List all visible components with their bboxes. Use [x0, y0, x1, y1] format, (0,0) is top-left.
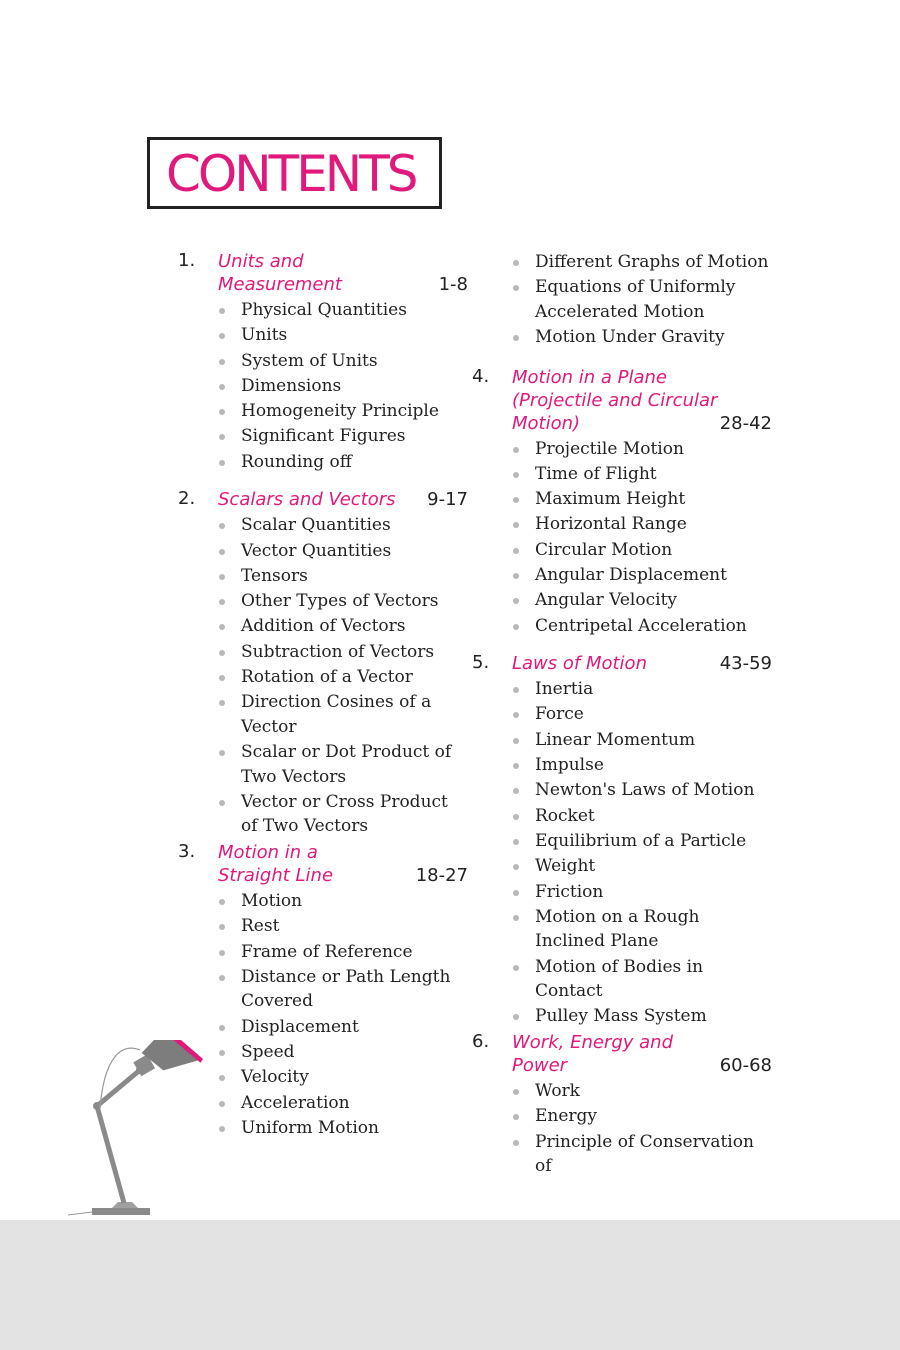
- chapter-number: 1.: [178, 250, 196, 271]
- topic-label: Homogeneity Principle: [241, 401, 439, 422]
- chapter-title-line: Measurement: [218, 274, 342, 295]
- chapter-title-line: Work, Energy and: [512, 1031, 673, 1053]
- chapter-heading: [472, 366, 772, 435]
- bullet-icon: [513, 497, 519, 503]
- chapter-entry: [472, 366, 772, 639]
- bullet-icon: [219, 333, 225, 339]
- bullet-icon: [219, 1050, 225, 1056]
- topic-item: [178, 513, 468, 538]
- topic-label: Distance or Path Length Covered: [241, 966, 451, 1012]
- topic-item: [472, 677, 772, 702]
- chapter-number: 5.: [472, 652, 490, 674]
- chapter-heading: [472, 652, 772, 675]
- bullet-icon: [513, 260, 519, 266]
- topic-label: Equations of Uniformly Accelerated Motion: [535, 277, 736, 322]
- bullet-icon: [219, 675, 225, 681]
- bullet-icon: [513, 1089, 519, 1095]
- topic-label: Motion on a Rough Inclined Plane: [535, 906, 700, 952]
- chapter-page-range: 1-8: [438, 274, 468, 295]
- bullet-icon: [513, 598, 519, 604]
- topic-item: [178, 790, 468, 839]
- topic-item: [472, 905, 772, 954]
- chapter-number: 4.: [472, 365, 490, 387]
- topic-item: [178, 399, 468, 424]
- topic-item: [178, 349, 468, 374]
- chapter-title-line: Scalars and Vectors: [218, 489, 396, 511]
- topic-list: [178, 298, 468, 474]
- topic-label: Impulse: [535, 755, 604, 776]
- chapter-entry: [178, 488, 468, 839]
- topic-label: Scalar Quantities: [241, 515, 391, 536]
- topic-item: [178, 374, 468, 399]
- bullet-icon: [513, 573, 519, 579]
- desk-lamp-illustration: [60, 1040, 210, 1220]
- bullet-icon: [219, 460, 225, 466]
- footer-band: [0, 1220, 900, 1350]
- chapter-title[interactable]: [218, 250, 468, 296]
- chapter-number: 3.: [178, 840, 196, 862]
- topic-item: [472, 1004, 772, 1029]
- topic-item: [178, 1040, 468, 1065]
- right-column: [472, 250, 772, 1179]
- topic-item: [472, 487, 772, 512]
- topic-item: [472, 804, 772, 829]
- bullet-icon: [513, 1014, 519, 1020]
- topic-label: Displacement: [241, 1016, 359, 1037]
- topic-label: Linear Momentum: [535, 729, 696, 750]
- topic-label: Frame of Reference: [241, 941, 413, 962]
- topic-label: Equilibrium of a Particle: [535, 830, 747, 851]
- bullet-icon: [219, 409, 225, 415]
- bullet-icon: [219, 434, 225, 440]
- topic-label: Units: [241, 325, 288, 346]
- topic-item: [472, 880, 772, 905]
- bullet-icon: [513, 890, 519, 896]
- topic-label: Rest: [241, 916, 280, 937]
- chapter-entry: [178, 250, 468, 474]
- topic-item: [472, 563, 772, 588]
- topic-label: Newton's Laws of Motion: [535, 780, 755, 801]
- chapter-number: 2.: [178, 488, 196, 510]
- bullet-icon: [513, 472, 519, 478]
- bullet-icon: [219, 624, 225, 630]
- topic-item: [178, 1015, 468, 1040]
- topic-label: Uniform Motion: [241, 1117, 379, 1138]
- topic-item: [178, 665, 468, 690]
- topic-label: Maximum Height: [535, 489, 686, 510]
- topic-label: Significant Figures: [241, 426, 406, 447]
- bullet-icon: [219, 924, 225, 930]
- bullet-icon: [513, 712, 519, 718]
- topic-item: [472, 512, 772, 537]
- topic-label: Circular Motion: [535, 539, 673, 560]
- topic-item: [178, 424, 468, 449]
- topic-item: [472, 1104, 772, 1129]
- bullet-icon: [513, 1140, 519, 1146]
- topic-item: [472, 462, 772, 487]
- chapter-page-range: 9-17: [427, 489, 468, 511]
- bullet-icon: [219, 308, 225, 314]
- topic-label: Force: [535, 704, 584, 725]
- topic-item: [178, 298, 468, 323]
- bullet-icon: [219, 523, 225, 529]
- topic-label: Speed: [241, 1041, 295, 1062]
- chapter-heading: [178, 841, 468, 887]
- bullet-icon: [219, 899, 225, 905]
- topic-item: [472, 250, 772, 275]
- bullet-icon: [513, 447, 519, 453]
- topic-label: Dimensions: [241, 375, 342, 396]
- bullet-icon: [513, 624, 519, 630]
- bullet-icon: [513, 814, 519, 820]
- bullet-icon: [513, 285, 519, 291]
- chapter-number: 6.: [472, 1030, 490, 1052]
- bullet-icon: [219, 599, 225, 605]
- topic-item: [472, 275, 772, 324]
- topic-list: [472, 437, 772, 639]
- topic-label: Projectile Motion: [535, 438, 684, 459]
- topic-item: [472, 829, 772, 854]
- bullet-icon: [219, 384, 225, 390]
- topic-label: Motion of Bodies in Contact: [535, 956, 704, 1002]
- bullet-icon: [219, 800, 225, 806]
- bullet-icon: [513, 763, 519, 769]
- topic-label: Horizontal Range: [535, 514, 687, 535]
- topic-item: [472, 538, 772, 563]
- topic-label: Subtraction of Vectors: [241, 641, 435, 662]
- bullet-icon: [513, 687, 519, 693]
- topic-item: [178, 940, 468, 965]
- left-column: [178, 250, 468, 1141]
- chapter-heading: [178, 488, 468, 511]
- topic-label: Rounding off: [241, 451, 352, 472]
- bullet-icon: [219, 359, 225, 365]
- topic-item: [178, 740, 468, 789]
- topic-label: Rotation of a Vector: [241, 667, 413, 688]
- topic-label: Friction: [535, 881, 604, 902]
- topic-item: [472, 614, 772, 639]
- chapter-page-range: 43-59: [719, 653, 772, 675]
- bullet-icon: [219, 975, 225, 981]
- topic-item: [178, 640, 468, 665]
- bullet-icon: [513, 864, 519, 870]
- bullet-icon: [513, 738, 519, 744]
- topic-item: [472, 1130, 772, 1179]
- topic-item: [472, 955, 772, 1004]
- topic-item: [178, 450, 468, 475]
- chapter-entry: [472, 1031, 772, 1179]
- topic-item: [178, 539, 468, 564]
- chapter-page-range: 60-68: [719, 1054, 772, 1076]
- topic-item: [178, 614, 468, 639]
- topic-item: [178, 564, 468, 589]
- bullet-icon: [219, 574, 225, 580]
- topic-item: [472, 728, 772, 753]
- topic-item: [472, 778, 772, 803]
- bullet-icon: [219, 1101, 225, 1107]
- topic-label: Angular Displacement: [535, 565, 727, 586]
- chapter-title-line: Motion in a: [218, 841, 318, 863]
- topic-item: [178, 1091, 468, 1116]
- topic-item: [472, 702, 772, 727]
- chapter-page-range: 28-42: [719, 412, 772, 434]
- bullet-icon: [219, 650, 225, 656]
- bullet-icon: [513, 788, 519, 794]
- topic-label: Acceleration: [241, 1092, 350, 1113]
- topic-label: Pulley Mass System: [535, 1006, 707, 1027]
- topic-label: Physical Quantities: [241, 300, 407, 320]
- topic-label: Velocity: [241, 1067, 309, 1088]
- chapter-title-line: Motion): [512, 412, 581, 434]
- topic-label: Principle of Conservation of: [535, 1131, 754, 1177]
- topic-label: System of Units: [241, 350, 378, 371]
- chapter-entry: [472, 652, 772, 1029]
- topic-label: Scalar or Dot Product of Two Vectors: [241, 742, 452, 787]
- topic-item: [178, 1116, 468, 1141]
- bullet-icon: [219, 1126, 225, 1132]
- chapter-title-line: Motion in a Plane: [512, 366, 667, 388]
- bullet-icon: [219, 1075, 225, 1081]
- topic-item: [178, 589, 468, 614]
- topic-label: Motion Under Gravity: [535, 327, 725, 348]
- topic-label: Inertia: [535, 679, 594, 700]
- topic-item: [178, 914, 468, 939]
- topic-label: Work: [535, 1080, 580, 1101]
- topic-list: [178, 889, 468, 1140]
- topic-list: [472, 250, 772, 350]
- topic-list: [472, 1079, 772, 1179]
- topic-item: [472, 854, 772, 879]
- topic-item: [472, 325, 772, 350]
- bullet-icon: [513, 965, 519, 971]
- topic-item: [178, 1065, 468, 1090]
- chapter-entry: [178, 841, 468, 1140]
- bullet-icon: [513, 548, 519, 554]
- topic-label: Rocket: [535, 805, 595, 826]
- topic-item: [178, 323, 468, 348]
- chapter-title-line: Laws of Motion: [512, 653, 647, 675]
- topic-label: Addition of Vectors: [241, 616, 406, 637]
- bullet-icon: [219, 750, 225, 756]
- topic-label: Time of Flight: [535, 463, 657, 484]
- topic-label: Energy: [535, 1106, 598, 1127]
- topic-label: Motion: [241, 890, 303, 911]
- chapter-heading: [472, 1031, 772, 1077]
- topic-list: [178, 513, 468, 839]
- bullet-icon: [513, 839, 519, 845]
- bullet-icon: [219, 1025, 225, 1031]
- topic-label: Other Types of Vectors: [241, 591, 439, 612]
- topic-label: Angular Velocity: [535, 590, 678, 611]
- bullet-icon: [513, 335, 519, 341]
- topic-item: [178, 889, 468, 914]
- topic-label: Vector Quantities: [241, 540, 392, 561]
- topic-label: Different Graphs of Motion: [535, 252, 769, 272]
- topic-label: Vector or Cross Product of Two Vectors: [241, 791, 448, 837]
- topic-item: [178, 690, 468, 739]
- topic-item: [178, 965, 468, 1014]
- topic-item: [472, 437, 772, 462]
- bullet-icon: [513, 915, 519, 921]
- page-title: CONTENTS: [166, 145, 416, 203]
- topic-label: Direction Cosines of a Vector: [241, 692, 432, 737]
- chapter-title-line: (Projectile and Circular: [512, 389, 718, 411]
- topic-item: [472, 588, 772, 613]
- bullet-icon: [219, 950, 225, 956]
- topic-label: Centripetal Acceleration: [535, 615, 747, 636]
- chapter-page-range: 18-27: [415, 864, 468, 886]
- chapter-title-line: Straight Line: [218, 864, 334, 886]
- topic-item: [472, 753, 772, 778]
- chapter-title-line: Units and: [218, 251, 304, 272]
- topic-list: [472, 677, 772, 1029]
- contents-title-box: [147, 137, 442, 209]
- chapter-title-line: Power: [512, 1054, 568, 1076]
- topic-item: [472, 1079, 772, 1104]
- topic-label: Tensors: [241, 565, 308, 586]
- bullet-icon: [513, 522, 519, 528]
- bullet-icon: [513, 1114, 519, 1120]
- topic-label: Weight: [535, 856, 596, 877]
- chapter-heading: [178, 250, 468, 296]
- bullet-icon: [219, 700, 225, 706]
- bullet-icon: [219, 549, 225, 555]
